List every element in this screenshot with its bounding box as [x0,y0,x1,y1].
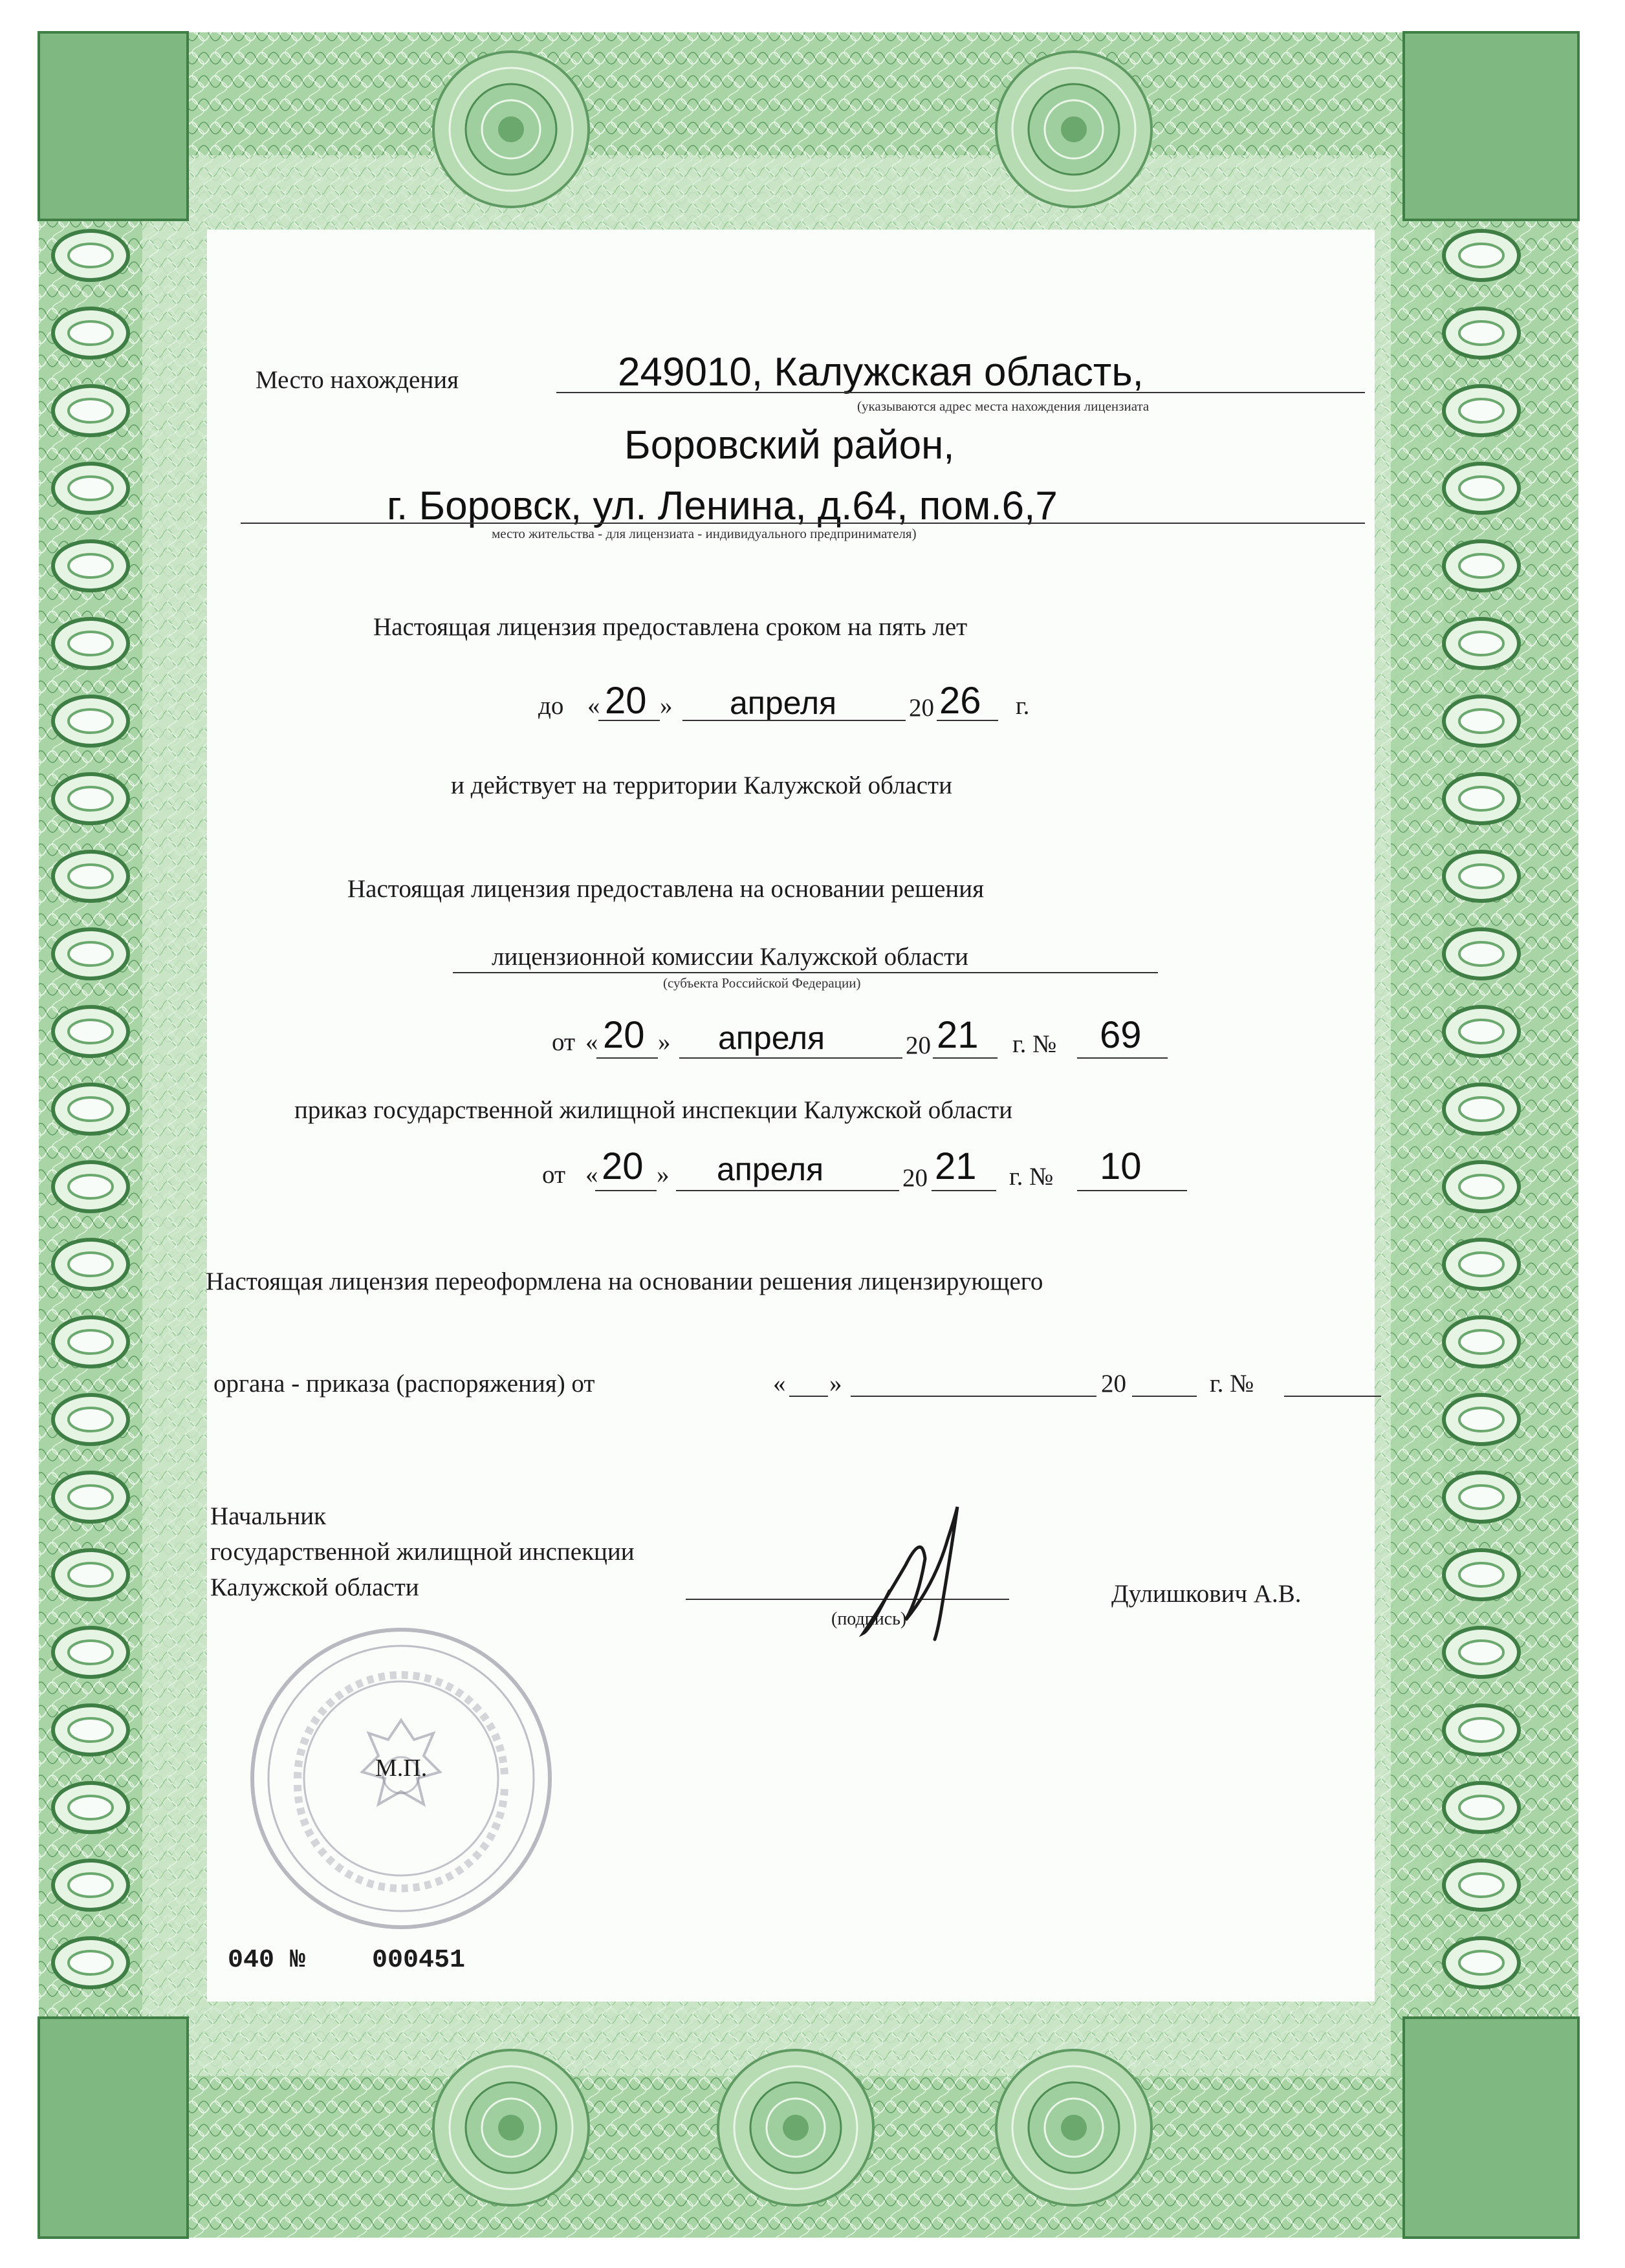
term-century: 20 [909,694,934,722]
address-line-3-underline [241,523,1365,524]
basis-from-prefix: от [552,1028,576,1056]
basis-number-underline [1077,1057,1168,1059]
term-year-suffix: г. [1016,692,1030,720]
term-until-prefix: до [538,692,564,720]
order-day-underline [595,1190,657,1191]
reissue-year-underline [1132,1396,1197,1397]
basis-day: 20 [603,1014,645,1056]
signatory-title-line-1: Начальник [210,1502,327,1530]
reissue-text: Настоящая лицензия переоформлена на основании решения лицензирующего [206,1268,1043,1295]
reissue-open-quote: « [773,1370,786,1398]
basis-close-quote: » [658,1028,671,1056]
reissue-century: 20 [1101,1370,1126,1398]
term-day-underline [598,720,660,721]
basis-day-underline [596,1057,658,1059]
territory-text: и действует на территории Калужской области [451,772,952,799]
order-year-underline [932,1190,996,1191]
order-text: приказ государственной жилищной инспекции Калужской области [294,1096,1013,1124]
address-label: Место нахождения [256,366,459,394]
order-month: апреля [717,1151,824,1187]
term-month-underline [682,720,906,721]
term-day: 20 [605,680,647,722]
address-hint-1: (указываются адрес места нахождения лицензиата [857,398,1150,414]
reissue-close-quote: » [829,1370,842,1398]
signatory-name: Дулишкович А.В. [1111,1580,1302,1608]
signatory-title-line-3: Калужской области [210,1573,419,1601]
order-year: 21 [935,1145,977,1187]
term-text: Настоящая лицензия предоставлена сроком на пять лет [373,613,968,641]
term-close-quote: » [660,692,673,720]
reissue-month-underline [851,1396,1096,1397]
address-hint-2: место жительства - для лицензиата - индивидуального предпринимателя) [492,526,917,541]
basis-year-underline [933,1057,998,1059]
basis-month-underline [679,1057,902,1059]
order-month-underline [676,1190,899,1191]
term-open-quote: « [587,692,600,720]
term-year-underline [937,720,998,721]
basis-year: 21 [937,1014,979,1056]
basis-number: 69 [1100,1014,1142,1056]
form-series: 040 № [228,1946,306,1975]
term-month: апреля [730,685,837,721]
order-close-quote: » [657,1161,670,1189]
order-number-label: г. № [1009,1163,1054,1191]
address-line-3: г. Боровск, ул. Ленина, д.64, пом.6,7 [387,484,1058,528]
order-number: 10 [1100,1145,1142,1187]
stamp-place-label: М.П. [375,1755,428,1782]
reissue-day-underline [789,1396,828,1397]
term-year: 26 [939,680,981,722]
basis-century: 20 [906,1031,931,1059]
order-from-prefix: от [542,1161,566,1189]
basis-body-underline [453,972,1158,973]
order-open-quote: « [585,1161,598,1189]
signature-hint: (подпись) [831,1609,907,1629]
form-number: 000451 [372,1946,466,1975]
basis-text: Настоящая лицензия предоставлена на основании решения [347,875,985,903]
address-line-1: 249010, Калужская область, [618,350,1144,394]
basis-body: лицензионной комиссии Калужской области [492,943,969,971]
basis-number-label: г. № [1012,1030,1057,1058]
order-century: 20 [902,1164,928,1192]
signatory-title-line-2: государственной жилищной инспекции [210,1538,635,1566]
basis-month: апреля [718,1020,825,1056]
reissue-number-label: г. № [1210,1370,1254,1398]
basis-hint: (субъекта Российской Федерации) [663,975,861,991]
address-line-1-underline [556,392,1365,393]
address-line-2: Боровский район, [624,423,955,468]
reissue-number-underline [1284,1396,1381,1397]
order-number-underline [1077,1190,1187,1191]
reissue-line2-prefix: органа - приказа (распоряжения) от [213,1370,595,1398]
handwritten-signature [844,1481,999,1643]
order-day: 20 [602,1145,644,1187]
basis-open-quote: « [585,1028,598,1056]
